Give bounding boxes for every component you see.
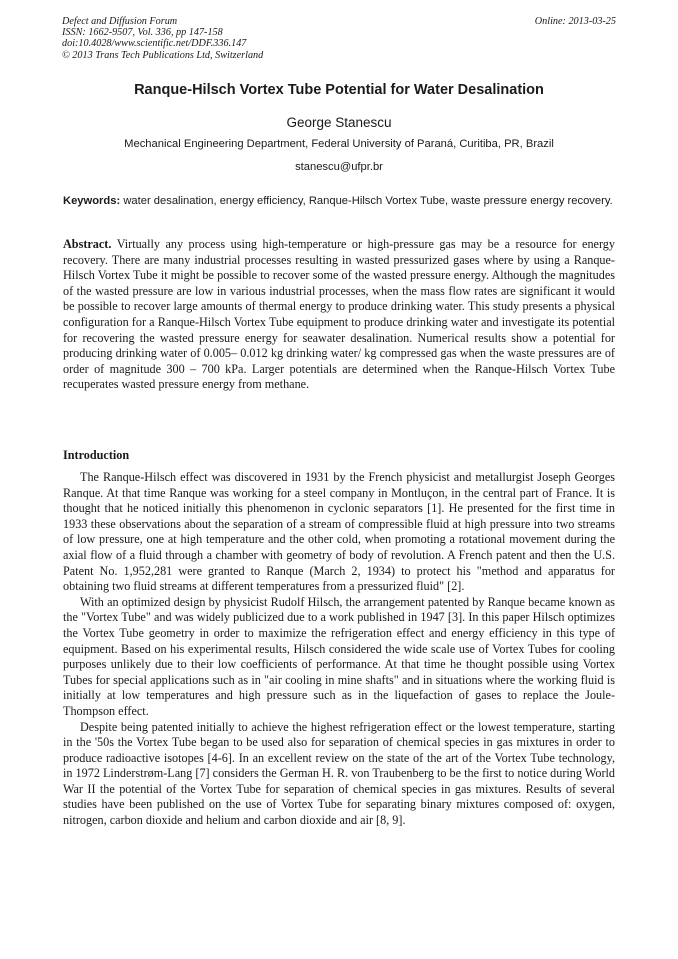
issn-line: ISSN: 1662-9507, Vol. 336, pp 147-158	[62, 27, 223, 39]
journal-name: Defect and Diffusion Forum	[62, 16, 178, 27]
introduction-heading: Introduction	[63, 448, 130, 462]
abstract-block	[63, 237, 615, 393]
paragraph: The Ranque-Hilsch effect was discovered in 1931 by the French physicist and metallurgist Joseph Georges Ranque. At that time Ranque was working for a steel company in Montluçon, in the central part of France. It is thought that he noticed initially this phenomenon in cyclonic separators [1]. He presented for the first time in 1933 these observations about the separation of a stream of compressible fluid at high pressure into two streams of low pressure, one at high temperature and the other cold, when promoting a rotational movement during the axial flow of a fluid through a chamber with geometry of body of revolution. A French patent and then the U.S. Patent No. 1,952,281 were granted to Ranque (March 2, 1934) to protect his "method and apparatus for obtaining two fluid streams at different temperatures from a pressurized fluid" [2].	[63, 470, 615, 594]
copyright-line: © 2013 Trans Tech Publications Ltd, Switzerland	[62, 49, 264, 61]
abstract-text: Virtually any process using high-temperature or high-pressure gas may be a resource for energy recovery. There are many industrial processes resulting in wasted pressurized gases where by using a Ranque-Hilsch Vortex Tube it might be possible to recover some of the wasted pressure energy. Although the magnitudes of the wasted pressure are low in various industrial processes, when the mass flow rates are significant it would be possible to recover large amounts of thermal energy to produce drinking water. This study presents a physical configuration for a Ranque-Hilsch Vortex Tube equipment to produce drinking water and investigate its potential for recovering the wasted pressure energy for seawater desalination. Numerical results show a potential for producing drinking water of 0.005– 0.012 kg drinking water/ kg compressed gas when the waste pressures are of order of magnitude 300 – 700 kPa. Larger potentials are determined when the Ranque-Hilsch Vortex Tube recuperates wasted pressure energy from methane.	[63, 237, 615, 392]
paragraph: Despite being patented initially to achieve the highest refrigeration effect or the lowest temperature, starting in the '50s the Vortex Tube began to be used also for separation of chemical species in gas mixtures in order to produce radioactive isotopes [4-6]. In an excellent review on the state of the art of the Vortex Tube technology, in 1972 Linderstrøm-Lang [7] considers the German H. R. von Traubenberg to be the first to notice during World War II the potential of the Vortex Tube for separation of chemical species in gas mixtures. Results of several studies have been published on the use of Vortex Tube for separating binary mixtures composed of: oxygen, nitrogen, carbon dioxide and helium and carbon dioxide and air [8, 9].	[63, 719, 615, 828]
paragraph: With an optimized design by physicist Rudolf Hilsch, the arrangement patented by Ranque became known as the "Vortex Tube" and was widely publicized due to a work published in 1947 [3]. In this paper Hilsch optimizes the Vortex Tube geometry in order to maximize the refrigeration effect and energy efficiency in this type of equipment. Based on his experimental results, Hilsch considered the wide scale use of Vortex Tubes for cooling purposes unlikely due to their low coefficients of performance. At that time he thought possible using Vortex Tubes for special applications such as in "air cooling in mine shafts" and in situations where the working fluid is initially at low temperatures and high pressure such as in the liquefaction of gases to replace the Joule-Thompson effect.	[63, 594, 615, 718]
author-email: stanescu@ufpr.br	[295, 161, 383, 173]
keywords-text: water desalination, energy efficiency, Ranque-Hilsch Vortex Tube, waste pressure energy recovery.	[123, 195, 613, 207]
online-date: Online: 2013-03-25	[534, 16, 616, 27]
author-name: George Stanescu	[286, 115, 392, 130]
abstract-label: Abstract.	[63, 237, 112, 251]
journal-header	[62, 16, 263, 61]
keywords-block	[63, 194, 615, 208]
introduction-body	[63, 470, 615, 829]
keywords-label: Keywords:	[63, 195, 121, 207]
paper-title: Ranque-Hilsch Vortex Tube Potential for Water Desalination	[134, 82, 544, 98]
doi-line: doi:10.4028/www.scientific.net/DDF.336.147	[62, 38, 247, 50]
author-affiliation: Mechanical Engineering Department, Federal University of Paraná, Curitiba, PR, Brazil	[124, 138, 554, 150]
